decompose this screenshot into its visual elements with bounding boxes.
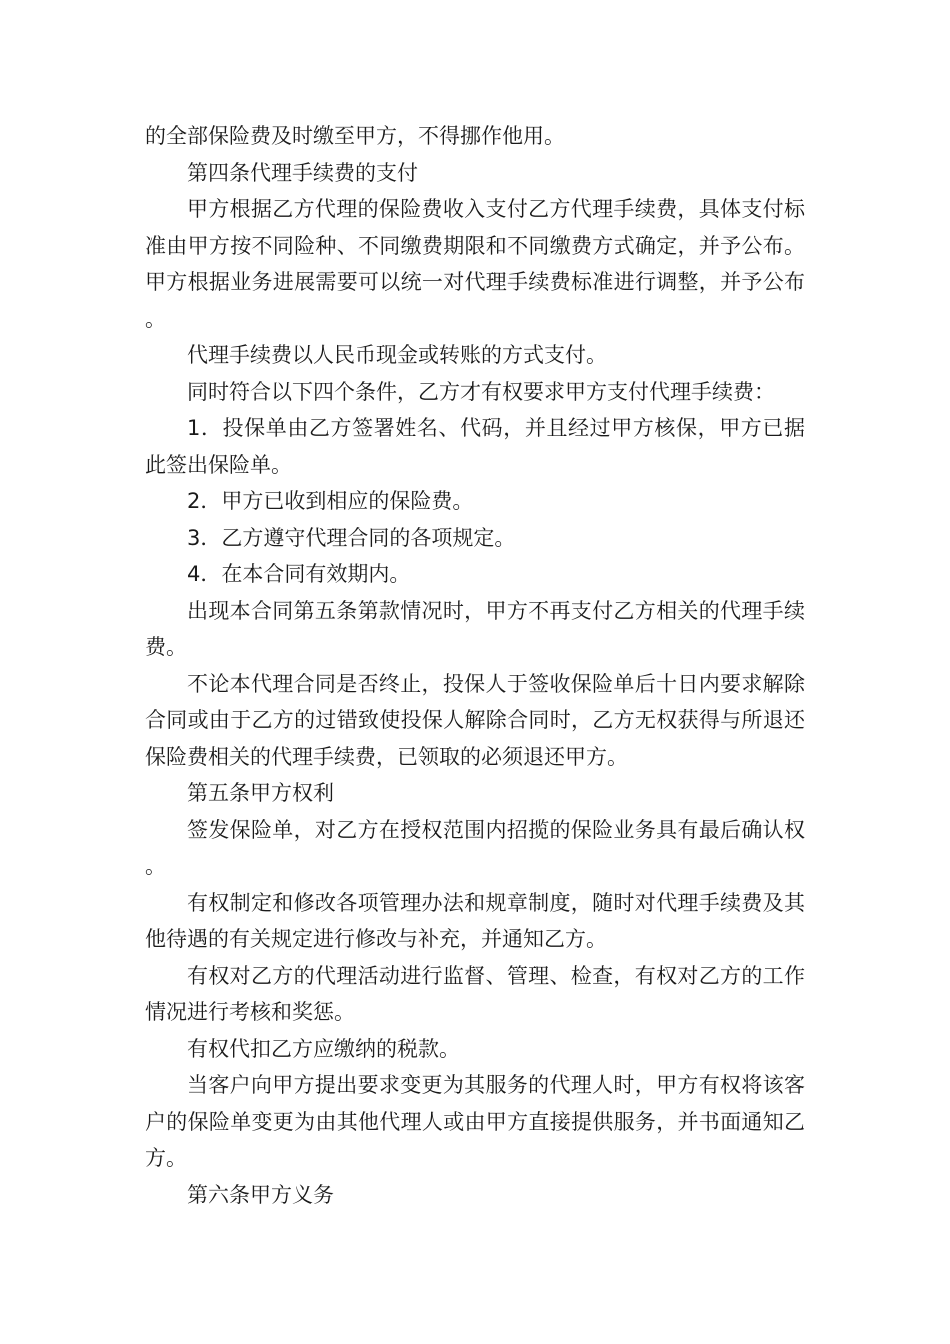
- paragraph: 出现本合同第五条第款情况时，甲方不再支付乙方相关的代理手续费。: [145, 598, 805, 659]
- list-item: 1．投保单由乙方签署姓名、代码，并且经过甲方核保，甲方已据此签出保险单。: [145, 416, 805, 477]
- paragraph: 同时符合以下四个条件，乙方才有权要求甲方支付代理手续费：: [187, 379, 775, 404]
- paragraph: 有权对乙方的代理活动进行监督、管理、检查，有权对乙方的工作情况进行考核和奖惩。: [145, 963, 805, 1024]
- paragraph: 有权代扣乙方应缴纳的税款。: [187, 1036, 460, 1061]
- list-item: 4．在本合同有效期内。: [187, 562, 411, 586]
- section-heading-article-5: 第五条甲方权利: [187, 781, 334, 805]
- list-item: 2．甲方已收到相应的保险费。: [187, 489, 474, 513]
- section-heading-article-4: 第四条代理手续费的支付: [187, 160, 418, 185]
- paragraph: 甲方根据乙方代理的保险费收入支付乙方代理手续费，具体支付标准由甲方按不同险种、不同缴费期限和不同缴费方式确定，并予公布。甲方根据业务进展需要可以统一对代理手续费标准进行调整，并予公布。: [145, 197, 805, 331]
- document-body: [145, 118, 805, 1213]
- paragraph: 有权制定和修改各项管理办法和规章制度，随时对代理手续费及其他待遇的有关规定进行修改与补充，并通知乙方。: [145, 890, 805, 951]
- list-item: 3．乙方遵守代理合同的各项规定。: [187, 525, 516, 550]
- paragraph: 签发保险单，对乙方在授权范围内招揽的保险业务具有最后确认权。: [145, 817, 805, 878]
- section-heading-article-6: 第六条甲方义务: [187, 1182, 334, 1207]
- paragraph: 的全部保险费及时缴至甲方，不得挪作他用。: [145, 124, 565, 148]
- paragraph: 当客户向甲方提出要求变更为其服务的代理人时，甲方有权将该客户的保险单变更为由其他代理人或由甲方直接提供服务，并书面通知乙方。: [145, 1073, 805, 1170]
- paragraph: 代理手续费以人民币现金或转账的方式支付。: [187, 343, 607, 367]
- paragraph: 不论本代理合同是否终止，投保人于签收保险单后十日内要求解除合同或由于乙方的过错致使投保人解除合同时，乙方无权获得与所退还保险费相关的代理手续费，已领取的必须退还甲方。: [145, 671, 805, 769]
